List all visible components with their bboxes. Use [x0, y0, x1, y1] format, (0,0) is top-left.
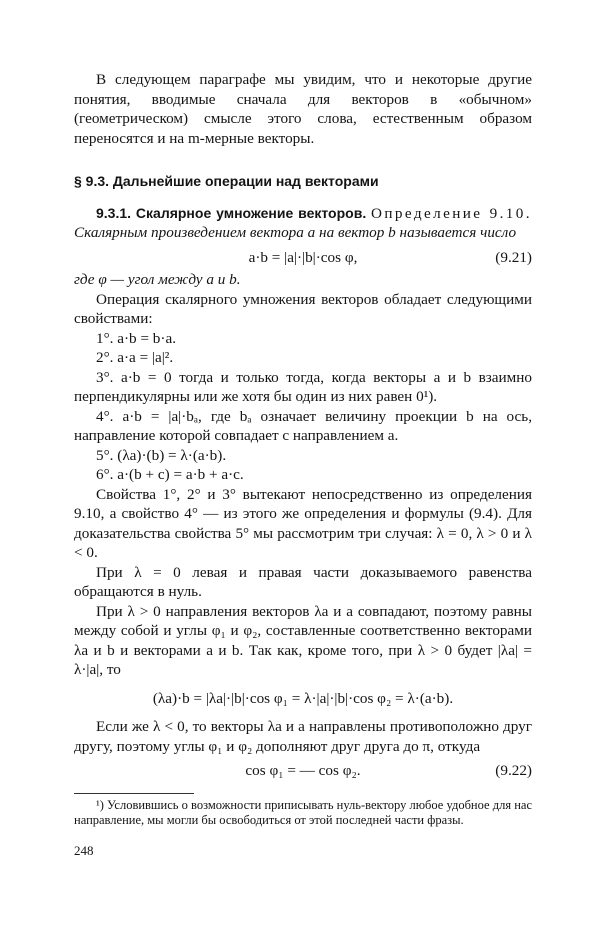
property-2: 2°. a·a = |a|². [96, 349, 174, 366]
property-6: 6°. a·(b + c) = a·b + a·c. [96, 466, 244, 483]
formula-9-21-body: a·b = |a|·|b|·cos φ, [248, 248, 358, 266]
intro-paragraph: В следующем параграфе мы увидим, что и некоторые другие понятия, вводимые сначала для векторов в «обычном» (геометрическом) смысле этого слова, естественным образом переносятся и на m-мерные векторы. [74, 71, 532, 147]
equation-number-9-21: (9.21) [495, 248, 532, 266]
property-5: 5°. (λa)·(b) = λ·(a·b). [96, 446, 227, 464]
definition-label: Определение 9.10. [371, 204, 532, 222]
book-page [74, 70, 532, 870]
formula-9-22 [74, 761, 532, 781]
lambda-negative-paragraph: Если же λ < 0, то векторы λa и a направлены противоположно друг другу, поэтому углы φ₁ и φ₂ дополняют друг друга до π, откуда [74, 718, 532, 755]
lambda-positive-paragraph: При λ > 0 направления векторов λa и a совпадают, поэтому равны между собой и углы φ₁ и φ₂, составленные соответственно векторами λa и b и векторами a и b. Так как, кроме того, при λ > 0 будет |λa| = λ·|a|, то [74, 602, 532, 678]
where-line: где φ — угол между a и b. [74, 271, 241, 288]
property-1: 1°. a·b = b·a. [96, 329, 177, 347]
section-title: § 9.3. Дальнейшие операции над векторами [74, 173, 379, 189]
definition-text: Скалярным произведением вектора a на вектор b называется число [74, 224, 517, 241]
property-4: 4°. a·b = |a|·bₐ, где bₐ означает величину проекции b на ось, направление которой совпадает с направлением a. [74, 407, 532, 444]
formula-9-22-body: cos φ₁ = — cos φ₂. [245, 762, 361, 779]
lambda-zero-paragraph: При λ = 0 левая и правая части доказываемого равенства обращаются в нуль. [74, 563, 532, 600]
subsection-title: 9.3.1. Скалярное умножение векторов. [96, 204, 367, 221]
equation-number-9-22: (9.22) [495, 762, 532, 779]
long-formula: (λa)·b = |λa|·|b|·cos φ₁ = λ·|a|·|b|·cos φ₂ = λ·(a·b). [152, 689, 454, 707]
formula-9-21 [74, 248, 532, 268]
proofs-paragraph: Свойства 1°, 2° и 3° вытекают непосредственно из определения 9.10, а свойство 4° — из этого же определения и формулы (9.4). Для доказательства свойства 5° мы рассмотрим три случая: λ = 0, λ > 0 и λ < 0. [74, 485, 532, 561]
footnote: ¹) Условившись о возможности приписывать нуль-вектору любое удобное для нас направление, мы могли бы освободиться от этой последней части фразы. [74, 797, 532, 827]
properties-intro: Операция скалярного умножения векторов обладает следующими свойствами: [74, 290, 532, 327]
footnote-divider [74, 793, 194, 794]
definition-paragraph [74, 204, 532, 243]
property-3: 3°. a·b = 0 тогда и только тогда, когда векторы a и b взаимно перпендикулярны или же хотя бы один из них равен 0¹). [74, 368, 532, 405]
page-number: 248 [74, 842, 94, 858]
